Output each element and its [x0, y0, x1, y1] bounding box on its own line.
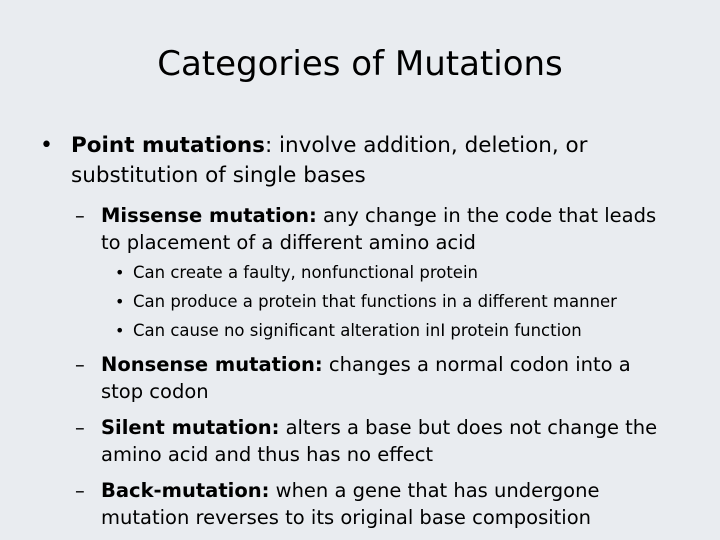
sub-bullet-text [101, 351, 675, 405]
desc-nonsense: changes a normal codon into a stop codon [101, 353, 631, 403]
sub-sub-bullet-text: Can produce a protein that functions in a different manner [133, 292, 617, 311]
sub-bullet-text [101, 202, 675, 256]
sub-sub-bullet-3 [115, 321, 695, 341]
term-nonsense: Nonsense mutation: [101, 353, 323, 376]
dash-marker: – [75, 353, 85, 376]
term-back-mutation: Back-mutation: [101, 479, 270, 502]
bullet-text [71, 131, 680, 191]
desc-point-mutations: : involve addition, deletion, or substitution of single bases [71, 133, 588, 188]
bullet-marker: • [115, 292, 125, 311]
sub-sub-bullet-1 [115, 263, 695, 283]
sub-bullet-missense [75, 202, 675, 256]
sub-sub-bullet-text: Can create a faulty, nonfunctional protein [133, 263, 479, 282]
dash-marker: – [75, 479, 85, 502]
sub-sub-bullet-text: Can cause no significant alteration inI protein function [133, 321, 582, 340]
bullet-point-mutations [40, 131, 680, 191]
sub-bullet-nonsense [75, 351, 675, 405]
desc-silent: alters a base but does not change the amino acid and thus has no effect [101, 416, 658, 466]
term-silent: Silent mutation: [101, 416, 280, 439]
desc-back-mutation: when a gene that has undergone mutation reverses to its original base composition [101, 479, 600, 529]
sub-sub-bullet-2 [115, 292, 695, 312]
slide-title: Categories of Mutations [157, 44, 563, 84]
bullet-marker: • [115, 321, 125, 340]
dash-marker: – [75, 204, 85, 227]
sub-bullet-text [101, 414, 675, 468]
bullet-marker: • [115, 263, 125, 282]
bullet-marker: • [40, 133, 53, 158]
sub-bullet-silent [75, 414, 675, 468]
sub-bullet-back-mutation [75, 477, 675, 531]
term-missense: Missense mutation: [101, 204, 317, 227]
term-point-mutations: Point mutations [71, 133, 265, 158]
sub-bullet-text [101, 477, 675, 531]
desc-missense: any change in the code that leads to placement of a different amino acid [101, 204, 657, 254]
dash-marker: – [75, 416, 85, 439]
